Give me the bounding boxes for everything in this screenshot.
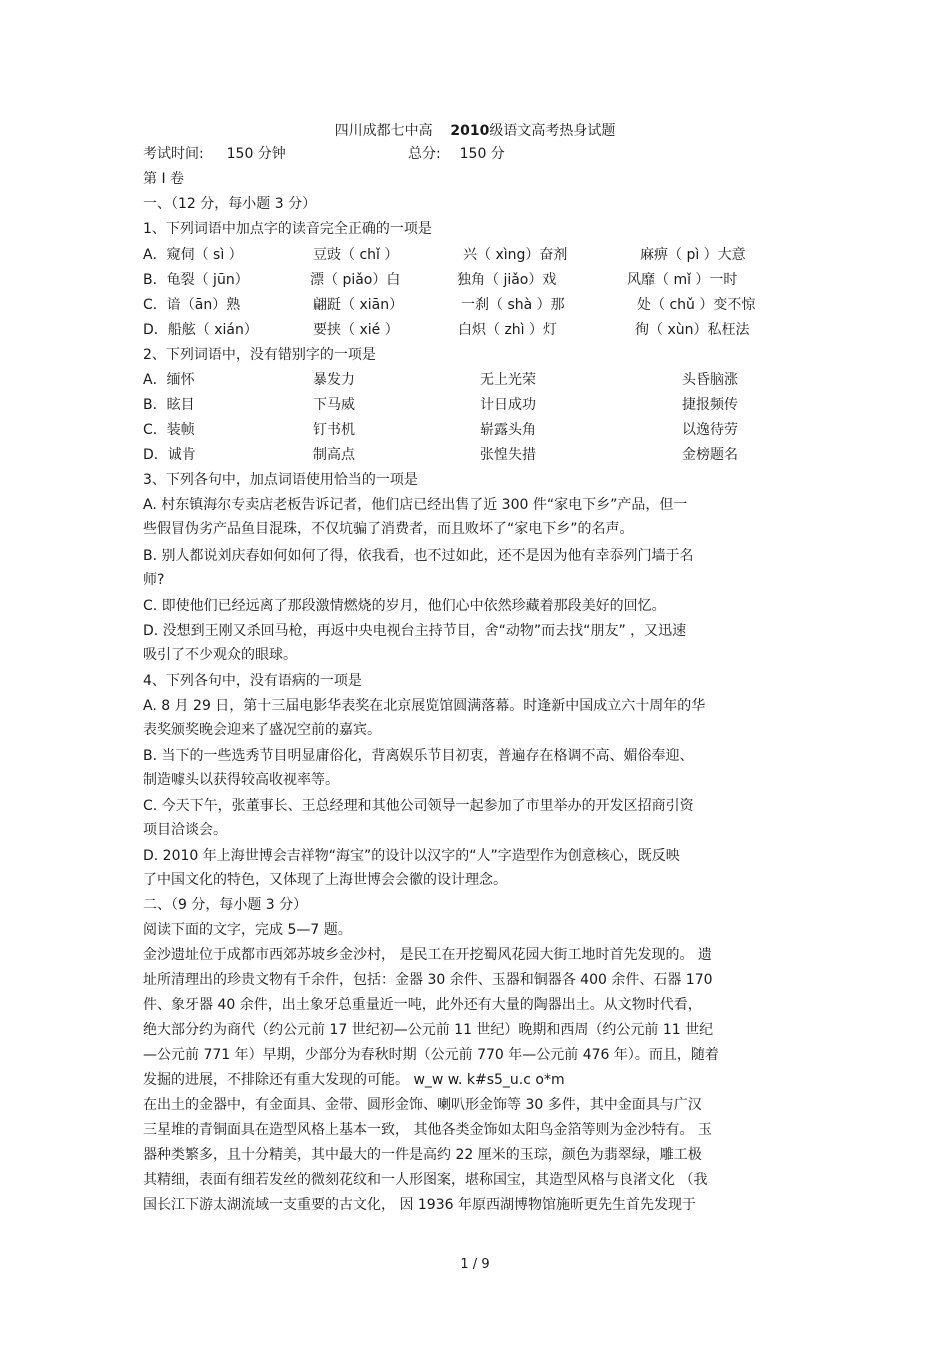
passage-line: 金沙遗址位于成都市西郊苏坡乡金沙村， 是民工在开挖蜀风花园大街工地时首先发现的。 遗	[143, 947, 712, 963]
passage-line: 三星堆的青铜面具在造型风格上基本一致， 其他各类金饰如太阳鸟金箔等则为金沙特有。 玉	[143, 1122, 712, 1138]
q1-d-2: 要挟（ xié ）	[313, 322, 399, 338]
section2-heading: 二、（9 分，每小题 3 分）	[143, 897, 308, 913]
title-subject: 级语文高考热身试题	[489, 123, 616, 139]
time-value: 150 分钟	[226, 146, 286, 162]
q2-stem: 2、下列词语中，没有错别字的一项是	[143, 347, 376, 363]
q1-d-4: 徇（ xùn）私枉法	[635, 322, 750, 338]
q2-d-4: 金榜题名	[682, 447, 738, 463]
q1-a-2: 豆豉（ chǐ ）	[313, 247, 399, 263]
section2-intro: 阅读下面的文字，完成 5—7 题。	[143, 922, 352, 938]
passage-line: 在出土的金器中，有金面具、金带、圆形金饰、喇叭形金饰等 30 多件，其中金面具与广汉	[143, 1097, 702, 1113]
time-label: 考试时间:	[143, 146, 204, 162]
q4-stem: 4、下列各句中，没有语病的一项是	[143, 673, 362, 689]
exam-title	[0, 120, 950, 140]
q1-c-1: C．谙（ān）熟	[143, 297, 241, 313]
page-number: 1 / 9	[460, 1257, 490, 1272]
q1-a-1: A．窥伺（ sì ）	[143, 247, 243, 263]
q1-d-1: D．船舷（ xián）	[143, 322, 258, 338]
passage-line: 址所清理出的珍贵文物有千余件，包括：金器 30 余件、玉器和铜器各 400 余件、石器 170	[143, 972, 713, 988]
q4-line: 表奖颁奖晚会迎来了盛况空前的嘉宾。	[143, 722, 381, 738]
q2-a-1: A．缅怀	[143, 372, 195, 388]
q2-b-1: B．眩目	[143, 397, 195, 413]
q2-c-4: 以逸待劳	[682, 422, 738, 438]
q1-c-2: 翩跹（ xiān）	[313, 297, 404, 313]
q1-b-3: 独角（ jiǎo）戏	[457, 272, 557, 288]
passage-line: 件、象牙器 40 余件，出土象牙总重量近一吨，此外还有大量的陶器出土。从文物时代看，	[143, 997, 702, 1013]
q2-c-1: C．装帧	[143, 422, 195, 438]
q1-b-4: 风靡（ mǐ ）一时	[627, 272, 738, 288]
q1-a-4: 麻痹（ pì ）大意	[640, 247, 746, 263]
title-school: 四川成都七中高	[334, 123, 433, 139]
q2-a-4: 头昏脑涨	[682, 372, 738, 388]
q2-c-2: 钉书机	[313, 422, 355, 438]
q2-c-3: 崭露头角	[480, 422, 536, 438]
q4-line: D. 2010 年上海世博会吉祥物“海宝”的设计以汉字的“人”字造型作为创意核心，既反映	[143, 848, 680, 864]
q1-stem: 1、下列词语中加点字的读音完全正确的一项是	[143, 221, 432, 237]
passage-line: —公元前 771 年）早期，少部分为春秋时期（公元前 770 年—公元前 476 年）。而且，随着	[143, 1047, 719, 1063]
q3-stem: 3、下列各句中，加点词语使用恰当的一项是	[143, 472, 418, 488]
q1-a-3: 兴（ xìng）奋剂	[463, 247, 568, 263]
q3-line: 吸引了不少观众的眼球。	[143, 647, 297, 663]
passage-line: 器种类繁多，且十分精美，其中最大的一件是高约 22 厘米的玉琮，颜色为翡翠绿，雕工极	[143, 1147, 702, 1163]
q1-d-3: 白炽（ zhì ）灯	[458, 322, 558, 338]
score-value: 150 分	[459, 146, 505, 162]
q1-b-2: 漂（ piǎo）白	[310, 272, 401, 288]
q2-d-3: 张惶失措	[480, 447, 536, 463]
q2-b-2: 下马威	[313, 397, 355, 413]
q2-b-3: 计日成功	[480, 397, 536, 413]
q2-a-3: 无上光荣	[480, 372, 536, 388]
q3-line: 些假冒伪劣产品鱼目混珠，不仅坑骗了消费者，而且败坏了“家电下乡”的名声。	[143, 521, 634, 537]
q3-line: A. 村东镇海尔专卖店老板告诉记者，他们店已经出售了近 300 件“家电下乡”产品，但一	[143, 497, 688, 513]
q1-c-3: 一刹（ shà ）那	[461, 297, 565, 313]
q4-line: C. 今天下午，张董事长、王总经理和其他公司领导一起参加了市里举办的开发区招商引资	[143, 798, 694, 814]
q3-line: D. 没想到王刚又杀回马枪，再返中央电视台主持节目，舍“动物”而去找“朋友” ，又迅速	[143, 623, 687, 639]
section1-heading: 一、（12 分，每小题 3 分）	[143, 196, 317, 212]
q2-b-4: 捷报频传	[682, 397, 738, 413]
q4-line: 了中国文化的特色，又体现了上海世博会会徽的设计理念。	[143, 872, 507, 888]
q1-c-4: 处（ chǔ ）变不惊	[637, 297, 756, 313]
passage-line: 其精细，表面有细若发丝的微刻花纹和一人形图案，堪称国宝，其造型风格与良渚文化 （我	[143, 1172, 708, 1188]
q4-line: B. 当下的一些选秀节目明显庸俗化，背离娱乐节目初衷，普遍存在格调不高、媚俗奉迎、	[143, 748, 694, 764]
q3-line: B. 别人都说刘庆春如何如何了得，依我看，也不过如此，还不是因为他有幸忝列门墙于名	[143, 548, 694, 564]
q4-line: 项目洽谈会。	[143, 822, 227, 838]
title-year: 2010	[450, 123, 490, 139]
q4-line: 制造噱头以获得较高收视率等。	[143, 772, 339, 788]
passage-line: 国长江下游太湖流域一支重要的古文化， 因 1936 年原西湖博物馆施昕更先生首先发现于	[143, 1197, 696, 1213]
exam-score	[408, 145, 505, 163]
passage-line: 发掘的进展，不排除还有重大发现的可能。 w_w w. k#s5_u.c o*m	[143, 1072, 565, 1088]
exam-meta	[143, 145, 286, 163]
score-label: 总分:	[408, 146, 441, 162]
passage-line: 绝大部分约为商代（约公元前 17 世纪初—公元前 11 世纪）晚期和西周（约公元前 11 世纪	[143, 1022, 714, 1038]
q1-b-1: B．龟裂（ jūn）	[143, 272, 249, 288]
q2-a-2: 暴发力	[313, 372, 355, 388]
q2-d-2: 制高点	[313, 447, 355, 463]
q3-line: 师?	[143, 572, 165, 588]
q2-d-1: D．诚肯	[143, 447, 196, 463]
q3-line: C. 即使他们已经远离了那段激情燃烧的岁月，他们心中依然珍藏着那段美好的回忆。	[143, 598, 666, 614]
volume-label: 第 I 卷	[143, 171, 185, 187]
q4-line: A. 8 月 29 日，第十三届电影华表奖在北京展览馆圆满落幕。时逢新中国成立六十周年的华	[143, 698, 706, 714]
